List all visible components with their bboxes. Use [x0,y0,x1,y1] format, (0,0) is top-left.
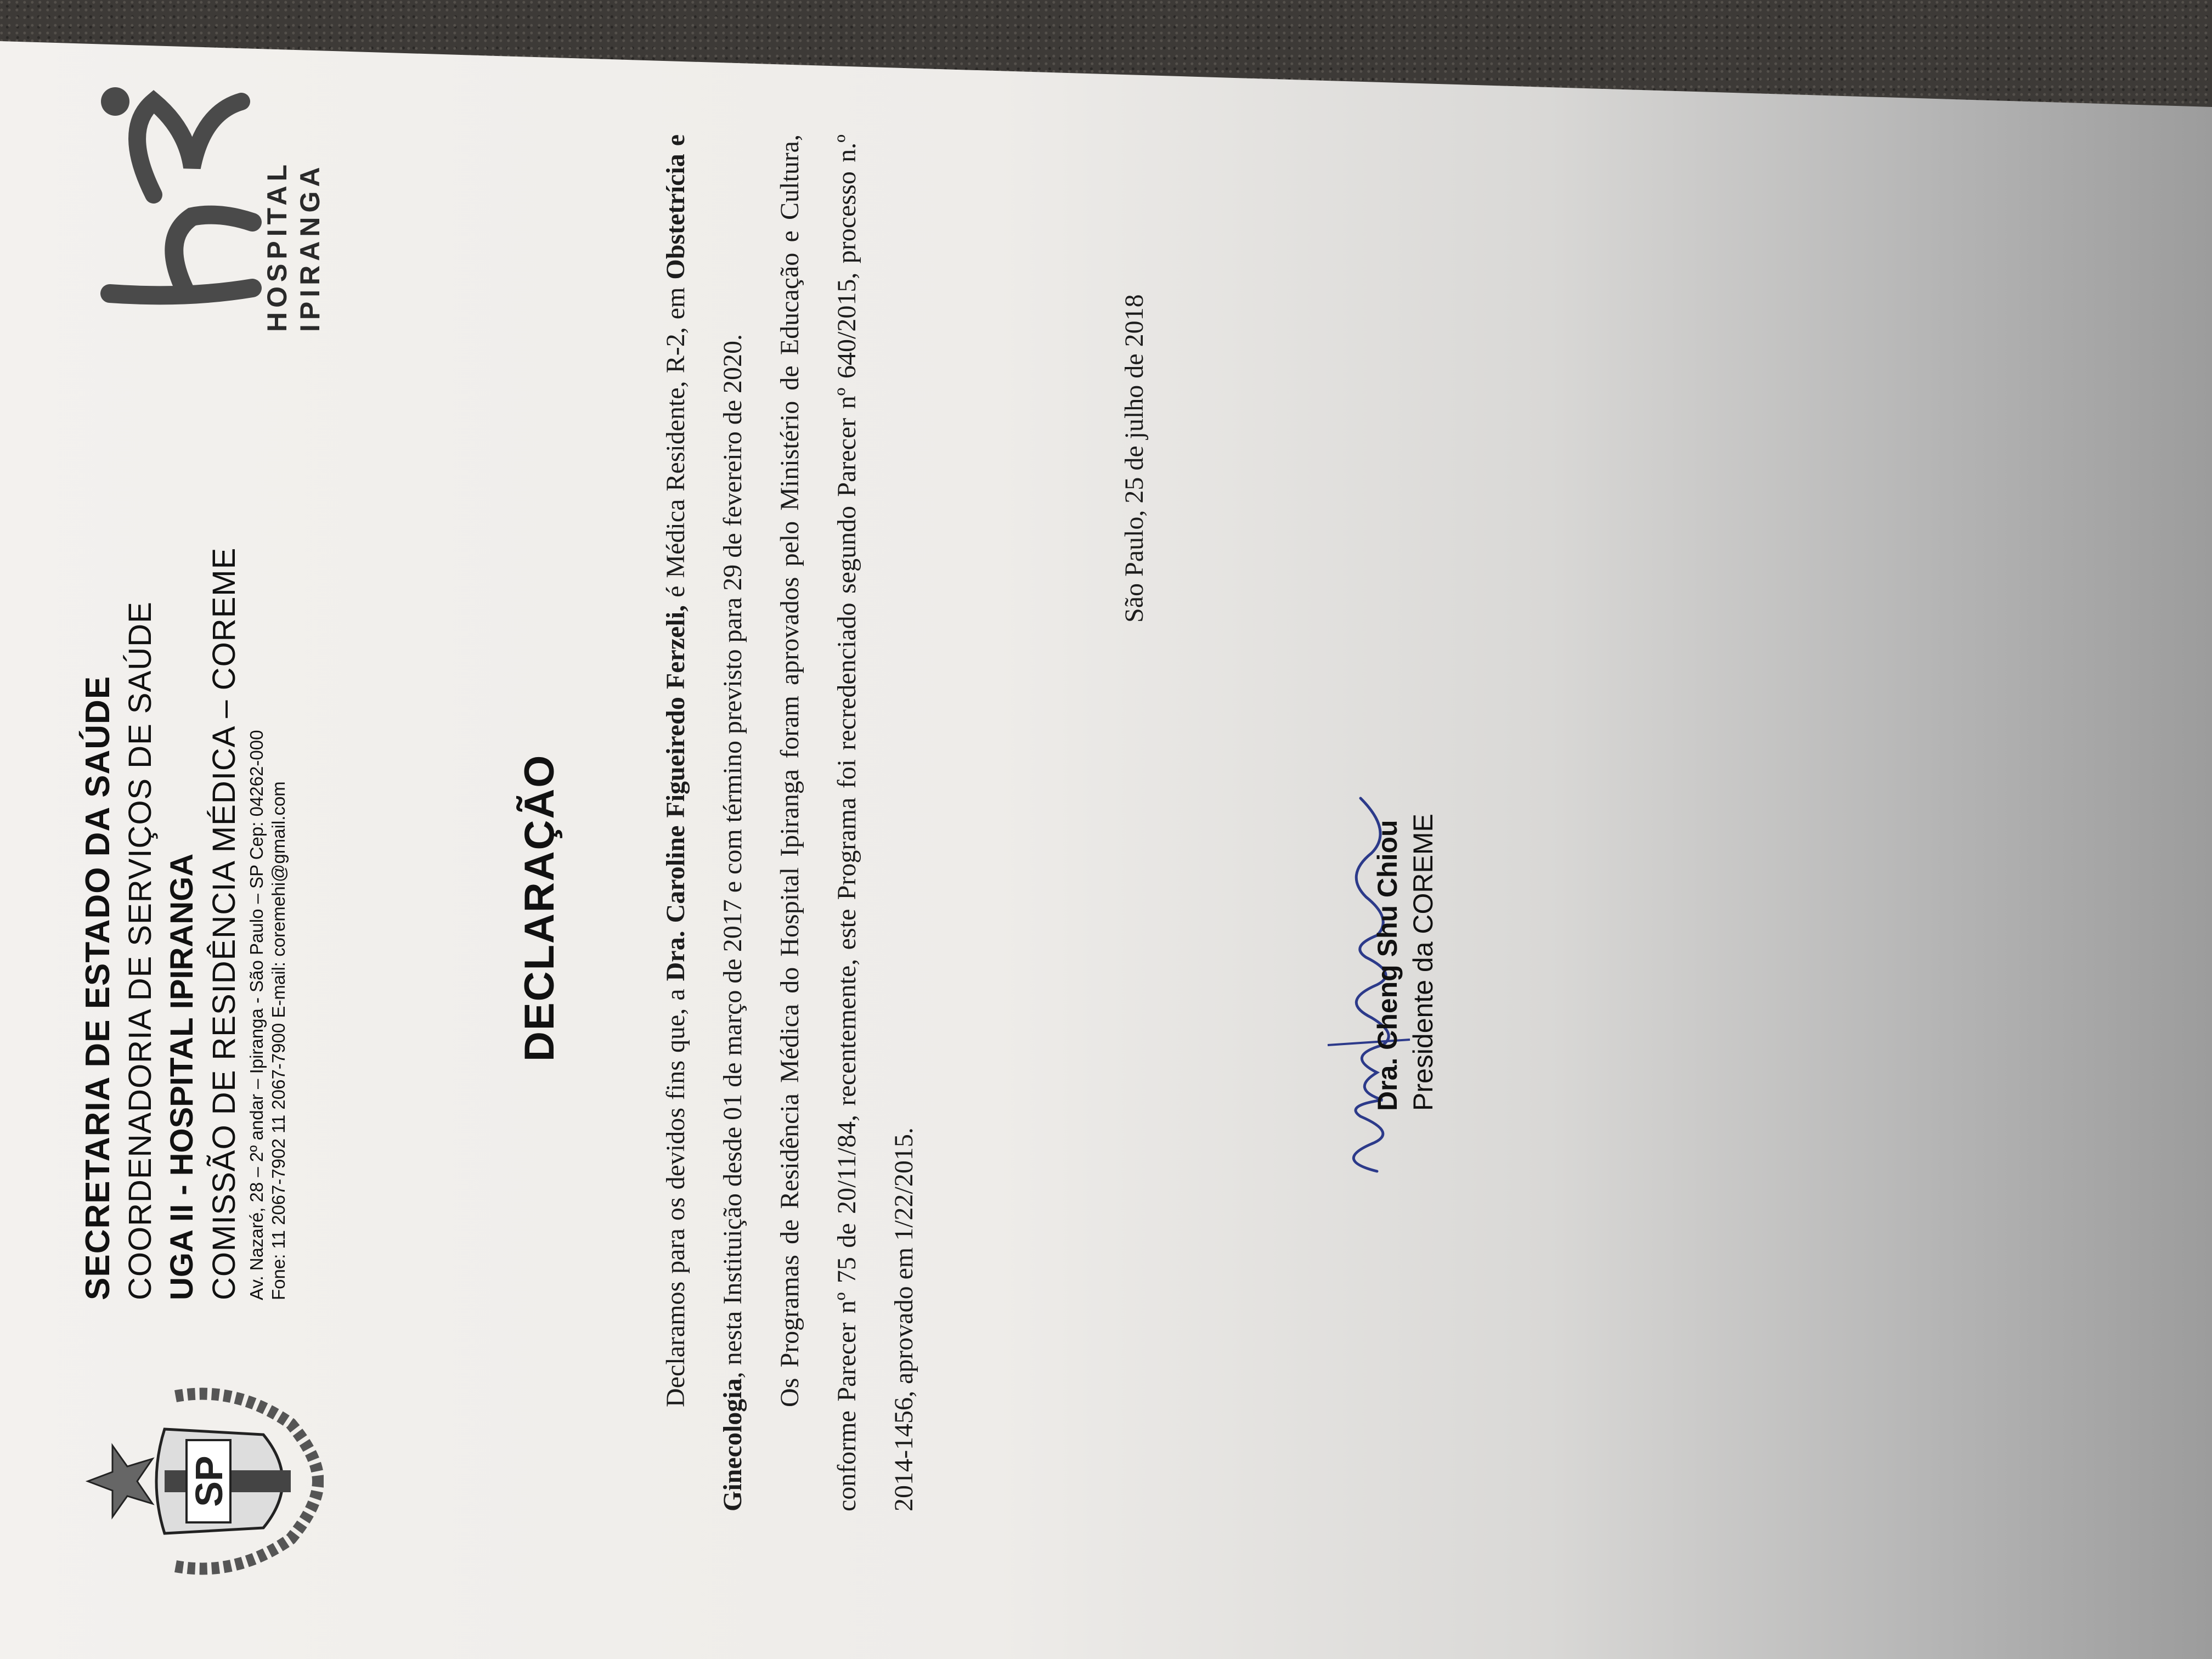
document-body [647,134,933,1511]
document-page [66,19,1492,1610]
document-date: São Paulo, 25 de julho de 2018 [1120,294,1149,623]
letterhead [77,368,290,1300]
document-title: DECLARAÇÃO [516,754,563,1062]
header-address: Av. Nazaré, 28 – 2º andar – Ipiranga - São Paulo – SP Cep: 04262-000 [246,730,267,1300]
specialty-name: Obstetrícia e Ginecologia [661,134,747,1511]
header-uga-hospital: UGA II - HOSPITAL IPIRANGA [164,853,200,1300]
paragraph-programs: Os Programas de Residência Médica do Hospital Ipiranga foram aprovados pelo Ministério de Educação e Cultura, conforme Parecer nº 75 de 20/11/84, recentemente, este Programa foi recredenciado segundo Parecer nº 640/2015, processo n.º 2014-1456, aprovado em 1/22/2015. [775,134,918,1511]
hospital-logo-wordmark [261,160,326,332]
crest-letters: SP [188,1455,230,1507]
para1-text-c: , nesta Instituição desde 01 de março de 2017 e com término previsto para 29 de fevereiro de 2020. [718,334,747,1379]
handwritten-signature [1311,765,1421,1182]
logo-line-hospital: HOSPITAL [262,160,292,332]
header-coordenadoria: COORDENADORIA DE SERVIÇOS DE SAÚDE [122,601,158,1300]
para1-text-b: é Médica Residente, R-2, em [661,279,690,605]
paragraph-declaration [647,134,761,1511]
header-contact: Fone: 11 2067-7902 11 2067-7900 E-mail: coremehi@gmail.com [268,781,289,1300]
logo-line-ipiranga: IPIRANGA [295,162,325,332]
header-secretaria: SECRETARIA DE ESTADO DA SAÚDE [79,675,117,1300]
signatory-role: Presidente da COREME [1408,814,1438,1111]
para1-text-a: Declaramos para os devidos fins que, a [661,981,690,1407]
resident-name: Dra. Caroline Figueiredo Ferzeli, [661,605,690,981]
sao-paulo-crest-emblem [82,1363,324,1599]
signatory-name: Dra. Cheng Shu Chiou [1372,820,1403,1111]
header-comissao: COMISSÃO DE RESIDÊNCIA MÉDICA – COREME [206,547,242,1300]
